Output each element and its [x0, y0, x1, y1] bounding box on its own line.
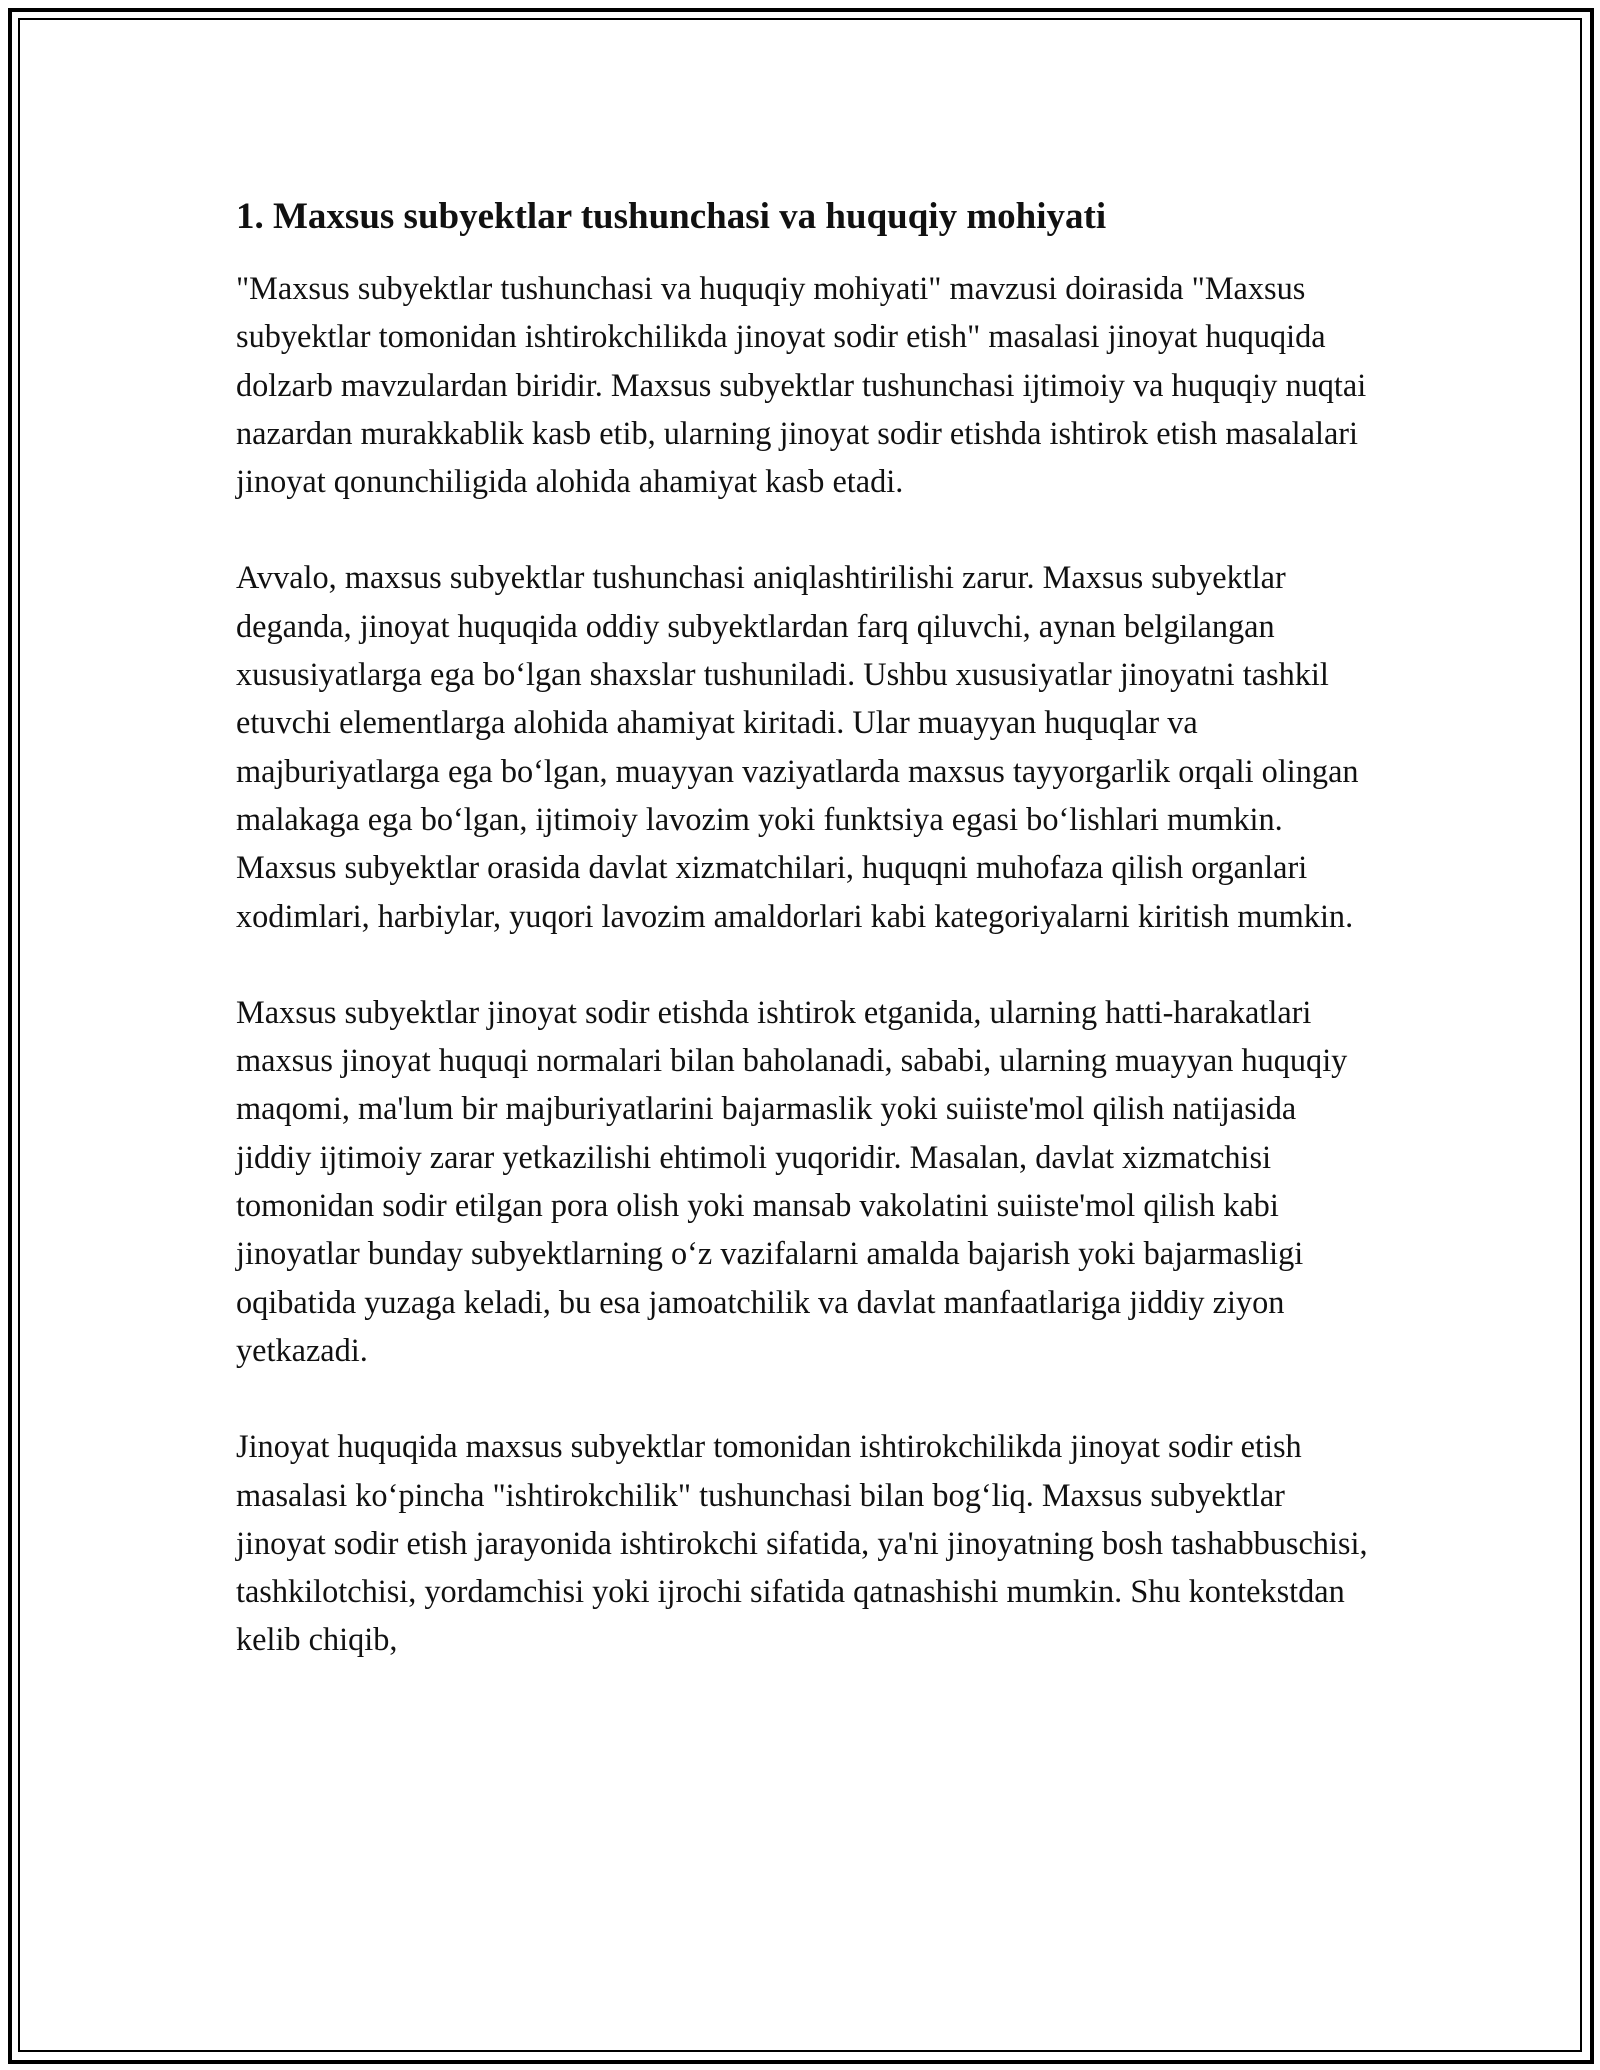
paragraph-3: Maxsus subyektlar jinoyat sodir etishda ishtirok etganida, ularning hatti-harakatlari maxsus jinoyat huquqi normalari bilan baholanadi, sababi, ularning muayyan huquqiy maqomi, ma'lum bir majburiyatlarini bajarmaslik yoki suiiste'mol qilish natijasida jiddiy ijtimoiy zarar yetkazilishi ehtimoli yuqoridir. Masalan, davlat xizmatchisi tomonidan sodir etilgan pora olish yoki mansab vakolatini suiiste'mol qilish kabi jinoyatlar bunday subyektlarning o‘z vazifalarni amalda bajarish yoki bajarmasligi oqibatida yuzaga keladi, bu esa jamoatchilik va davlat manfaatlariga jiddiy ziyon yetkazadi. [236, 993, 1348, 1368]
paragraph-1: "Maxsus subyektlar tushunchasi va huquqiy mohiyati" mavzusi doirasida "Maxsus subyektlar tomonidan ishtirokchilikda jinoyat sodir etish" masalasi jinoyat huquqida dolzarb mavzulardan biridir. Maxsus subyektlar tushunchasi ijtimoiy va huquqiy nuqtai nazardan murakkablik kasb etib, ularning jinoyat sodir etishda ishtirok etish masalalari jinoyat qonunchiligida alohida ahamiyat kasb etadi. [236, 270, 1367, 500]
section-heading: 1. Maxsus subyektlar tushunchasi va huquqiy mohiyati [236, 196, 1107, 237]
document-body [236, 190, 1376, 1712]
paragraph-2: Avvalo, maxsus subyektlar tushunchasi aniqlashtirilishi zarur. Maxsus subyektlar deganda, jinoyat huquqida oddiy subyektlardan farq qiluvchi, aynan belgilangan xususiyatlarga ega bo‘lgan shaxslar tushuniladi. Ushbu xususiyatlar jinoyatni tashkil etuvchi elementlarga alohida ahamiyat kiritadi. Ular muayyan huquqlar va majburiyatlarga ega bo‘lgan, muayyan vaziyatlarda maxsus tayyorgarlik orqali olingan malakaga ega bo‘lgan, ijtimoiy lavozim yoki funktsiya egasi bo‘lishlari mumkin. Maxsus subyektlar orasida davlat xizmatchilari, huquqni muhofaza qilish organlari xodimlari, harbiylar, yuqori lavozim amaldorlari kabi kategoriyalarni kiritish mumkin. [236, 559, 1359, 934]
paragraph-4: Jinoyat huquqida maxsus subyektlar tomonidan ishtirokchilikda jinoyat sodir etish masalasi ko‘pincha "ishtirokchilik" tushunchasi bilan bog‘liq. Maxsus subyektlar jinoyat sodir etish jarayonida ishtirokchi sifatida, ya'ni jinoyatning bosh tashabbuschisi, tashkilotchisi, yordamchisi yoki ijrochi sifatida qatnashishi mumkin. Shu kontekstdan kelib chiqib, [236, 1428, 1368, 1658]
